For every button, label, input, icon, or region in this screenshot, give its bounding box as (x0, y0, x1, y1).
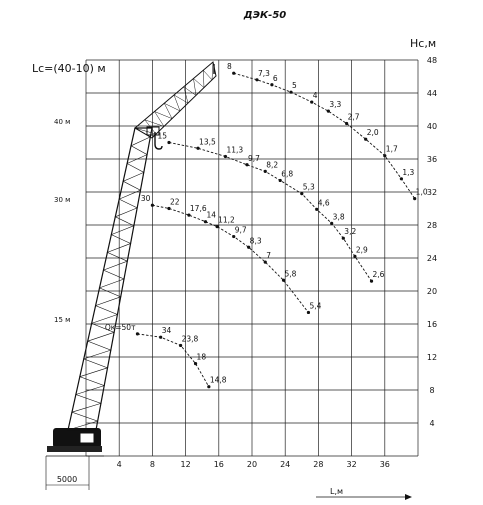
load-point (255, 78, 258, 81)
boom-mark-40: 40 м (54, 118, 71, 126)
x-tick-label: 20 (246, 460, 258, 469)
load-label: 4 (312, 91, 318, 101)
x-tick-label: 24 (280, 460, 291, 469)
load-label: 8 (226, 62, 232, 72)
x-tick-label: 16 (213, 460, 224, 469)
load-label: 18 (196, 352, 207, 362)
load-point (264, 170, 267, 173)
load-point (159, 336, 162, 339)
load-point (310, 100, 313, 103)
load-point (187, 214, 190, 217)
y-tick-label: 36 (426, 155, 438, 164)
load-label: 5,8 (284, 269, 297, 279)
load-point (232, 235, 235, 238)
y-tick-label: 28 (426, 221, 438, 230)
y-tick-label: 12 (426, 353, 438, 362)
load-label: 2,9 (355, 245, 368, 255)
load-label: 2,6 (372, 270, 385, 280)
x-tick-label: 8 (149, 460, 155, 469)
load-label: 4,6 (317, 198, 330, 208)
load-label: 15 (157, 131, 167, 141)
y-tick-label: 40 (426, 122, 438, 131)
boom-length-label: Lc=(40-10) м (32, 62, 106, 75)
load-label: Qк=50т (104, 322, 136, 332)
load-point (383, 154, 386, 157)
crane-track (47, 446, 102, 452)
load-point (216, 225, 219, 228)
x-tick-label: 32 (346, 460, 357, 469)
load-label: 1,7 (385, 144, 398, 154)
y-tick-label: 20 (426, 287, 438, 296)
y-tick-label: 48 (426, 56, 438, 65)
x-axis-label: L,м (330, 487, 344, 496)
load-point (207, 385, 210, 388)
load-point (167, 207, 170, 210)
y-tick-label: 16 (426, 320, 438, 329)
load-label: 5 (292, 81, 297, 91)
load-point (364, 138, 367, 141)
load-label: 6 (272, 73, 278, 83)
load-label: 14,8 (209, 375, 227, 385)
y-tick-label: 4 (429, 419, 435, 428)
load-label: 13,5 (199, 137, 216, 147)
x-tick-label: 4 (116, 460, 122, 469)
load-label: 9,7 (248, 153, 260, 163)
load-point (167, 141, 170, 144)
load-label: 3,8 (332, 212, 345, 222)
load-point (204, 220, 207, 223)
load-point (400, 177, 403, 180)
load-point (342, 237, 345, 240)
load-point (270, 83, 273, 86)
load-point (224, 155, 227, 158)
load-label: 8,2 (266, 160, 279, 170)
grid (86, 60, 418, 456)
load-label: 3,3 (329, 100, 342, 110)
load-label: 5,4 (309, 301, 322, 311)
load-point (245, 163, 248, 166)
load-label: 30 (140, 194, 151, 204)
load-point (300, 192, 303, 195)
load-label: 34 (161, 326, 172, 336)
load-label: 11,3 (226, 145, 244, 155)
boom-mark-30: 30 м (54, 196, 71, 204)
x-tick-label: 28 (313, 460, 324, 469)
load-point (315, 208, 318, 211)
load-label: 2,7 (347, 112, 360, 122)
load-point (345, 122, 348, 125)
load-label: 22 (170, 197, 180, 207)
load-point (264, 261, 267, 264)
load-point (327, 110, 330, 113)
load-point (247, 246, 250, 249)
load-label: 14 (206, 210, 217, 220)
main-boom-lattice (68, 128, 150, 430)
load-label: 6,8 (281, 169, 294, 179)
load-label: 9,7 (234, 225, 247, 235)
load-point (307, 311, 310, 314)
y-tick-label: 24 (426, 254, 438, 263)
load-point (179, 344, 182, 347)
x-tick-label: 12 (180, 460, 191, 469)
boom-mark-15: 15 м (54, 316, 71, 324)
load-label: 7,3 (257, 68, 270, 78)
load-point (330, 222, 333, 225)
jib-lattice (135, 62, 213, 134)
load-point (151, 204, 154, 207)
base-dimension-label: 5000 (56, 475, 78, 484)
load-point (282, 279, 285, 282)
load-point (196, 147, 199, 150)
load-point (353, 255, 356, 258)
load-label: 8,3 (249, 236, 262, 246)
x-tick-label: 36 (379, 460, 390, 469)
x-axis-arrow-head (405, 494, 412, 500)
load-point (413, 197, 416, 200)
y-tick-label: 32 (426, 188, 438, 197)
main-boom (68, 128, 152, 430)
crane-cab (80, 433, 94, 443)
load-point (279, 179, 282, 182)
load-point (194, 362, 197, 365)
y-axis-label: Hс,м (410, 37, 437, 50)
load-label: 2,0 (366, 128, 379, 138)
load-point (289, 91, 292, 94)
y-tick-label: 8 (429, 386, 435, 395)
load-point (232, 72, 235, 75)
y-tick-label: 44 (426, 89, 438, 98)
axis-ticks (117, 56, 437, 469)
load-curve-1 (234, 73, 415, 198)
load-point (370, 280, 373, 283)
load-label: 23,8 (181, 334, 199, 344)
load-label: 11,2 (218, 215, 235, 225)
load-point (136, 332, 139, 335)
load-label: 1,0 (415, 187, 428, 197)
load-label: 3,2 (344, 227, 357, 237)
load-label: 5,3 (302, 182, 315, 192)
load-label: 17,6 (189, 204, 207, 214)
load-label: 7 (266, 251, 272, 261)
load-label: 1,3 (402, 167, 415, 177)
chart-title: ДЭК-50 (243, 10, 287, 21)
